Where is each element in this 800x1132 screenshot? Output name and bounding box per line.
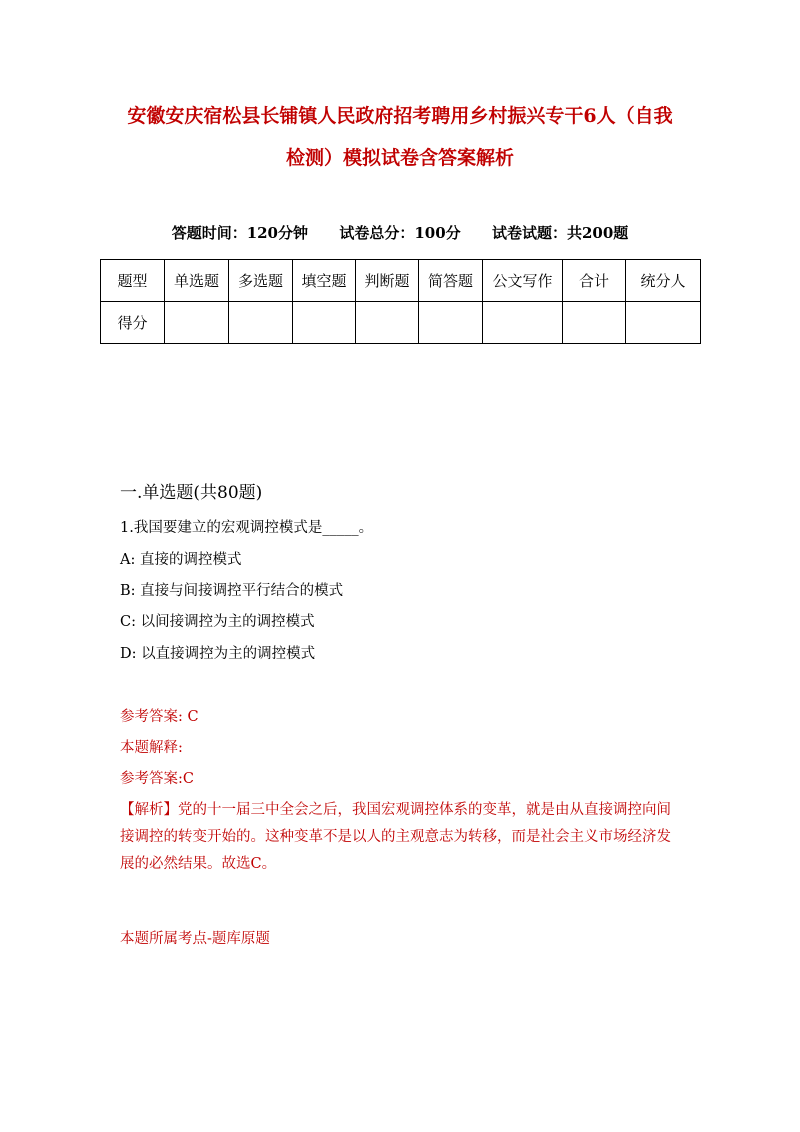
reference-answer: 参考答案: C <box>120 709 199 725</box>
score-cell-short-answer <box>419 302 483 344</box>
score-table <box>100 259 701 344</box>
document-title-line-1: 安徽安庆宿松县长铺镇人民政府招考聘用乡村振兴专干6人（自我 <box>127 105 673 127</box>
option-b: B: 直接与间接调控平行结合的模式 <box>120 583 344 599</box>
reference-answer-2: 参考答案:C <box>120 771 194 787</box>
score-cell-scorer <box>626 302 701 344</box>
analysis-paragraph <box>120 797 680 878</box>
section-heading: 一.单选题(共80题) <box>120 483 263 503</box>
score-cell-official-writing <box>483 302 563 344</box>
header-cell-multiple-choice: 多选题 <box>229 260 293 302</box>
header-cell-true-false: 判断题 <box>356 260 419 302</box>
header-cell-official-writing: 公文写作 <box>483 260 563 302</box>
score-cell-single-choice <box>165 302 229 344</box>
score-table-score-row <box>101 302 701 344</box>
score-cell-label: 得分 <box>101 302 165 344</box>
header-cell-type: 题型 <box>101 260 165 302</box>
analysis-tag: 【解析】 <box>120 802 178 818</box>
score-cell-fill-blank <box>293 302 356 344</box>
analysis-text: 党的十一届三中全会之后，我国宏观调控体系的变革，就是由从直接调控向间接调控的转变开始的。这种变革不是以人的主观意志为转移，而是社会主义市场经济发展的必然结果。故选C。 <box>120 802 671 872</box>
option-d: D: 以直接调控为主的调控模式 <box>120 646 316 662</box>
score-cell-total <box>563 302 626 344</box>
question-stem: 1.我国要建立的宏观调控模式是_____。 <box>120 520 374 536</box>
document-title-line-2: 检测）模拟试卷含答案解析 <box>285 147 514 169</box>
exam-info: 答题时间：120分钟 试卷总分：100分 试卷试题：共200题 <box>171 224 629 242</box>
score-cell-true-false <box>356 302 419 344</box>
option-a: A: 直接的调控模式 <box>120 552 242 568</box>
score-table-header-row <box>101 260 701 302</box>
option-c: C: 以间接调控为主的调控模式 <box>120 614 315 630</box>
header-cell-single-choice: 单选题 <box>165 260 229 302</box>
score-cell-multiple-choice <box>229 302 293 344</box>
header-cell-fill-blank: 填空题 <box>293 260 356 302</box>
header-cell-scorer: 统分人 <box>626 260 701 302</box>
topic-note: 本题所属考点-题库原题 <box>120 931 270 947</box>
explanation-label: 本题解释: <box>120 740 183 756</box>
header-cell-total: 合计 <box>563 260 626 302</box>
header-cell-short-answer: 简答题 <box>419 260 483 302</box>
